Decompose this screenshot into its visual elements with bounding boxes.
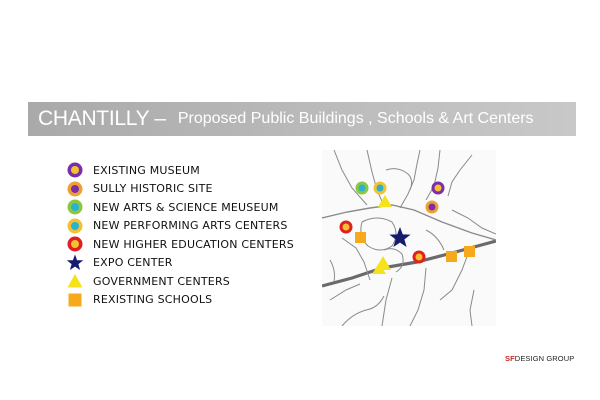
legend-label: REXISTING SCHOOLS: [93, 293, 213, 307]
legend-label: NEW ARTS & SCIENCE MEUSEUM: [93, 200, 279, 214]
star-icon: [66, 254, 84, 272]
higher-education-center-icon: [66, 235, 84, 253]
legend-item-existing-museum: [66, 161, 294, 180]
expo-center-marker: [389, 227, 410, 247]
legend-label: EXPO CENTER: [93, 256, 173, 270]
logo-brand: SF: [505, 354, 515, 363]
sully-historic-site-icon: [66, 180, 84, 198]
company-logo: [505, 354, 574, 363]
legend-label: NEW HIGHER EDUCATION CENTERS: [93, 237, 294, 251]
existing-school-marker: [464, 246, 475, 257]
legend-label: SULLY HISTORIC SITE: [93, 182, 213, 196]
sully-historic-site-marker: [426, 201, 439, 214]
road-network: [322, 150, 496, 326]
higher-education-center-marker: [413, 251, 426, 264]
legend-item-new-performing-arts-centers: [66, 217, 294, 236]
arts-science-museum-icon: [66, 198, 84, 216]
legend-label: NEW PERFORMING ARTS CENTERS: [93, 219, 288, 233]
existing-museum-icon: [66, 161, 84, 179]
square-icon: [66, 291, 84, 309]
triangle-icon: [66, 272, 84, 290]
legend-item-new-higher-education-centers: [66, 235, 294, 254]
legend-item-expo-center: [66, 254, 294, 273]
legend-item-government-centers: [66, 272, 294, 291]
title-banner: [28, 102, 576, 136]
legend-item-existing-schools: [66, 291, 294, 310]
higher-education-center-marker: [340, 221, 353, 234]
arts-science-museum-marker: [356, 182, 369, 195]
existing-school-marker: [446, 251, 457, 262]
existing-school-marker: [355, 232, 366, 243]
page-title: CHANTILLY –: [38, 107, 166, 130]
map-legend: [66, 161, 294, 309]
logo-text: DESIGN GROUP: [514, 354, 575, 363]
legend-item-sully-historic-site: [66, 180, 294, 199]
legend-item-new-arts-science-museum: [66, 198, 294, 217]
legend-label: GOVERNMENT CENTERS: [93, 274, 230, 288]
legend-label: EXISTING MUSEUM: [93, 163, 200, 177]
performing-arts-center-marker: [374, 182, 387, 195]
page-subtitle: Proposed Public Buildings , Schools & Art Centers: [177, 110, 534, 127]
existing-museum-marker: [432, 182, 445, 195]
road-map: [322, 150, 496, 326]
performing-arts-center-icon: [66, 217, 84, 235]
location-map: [322, 150, 496, 326]
